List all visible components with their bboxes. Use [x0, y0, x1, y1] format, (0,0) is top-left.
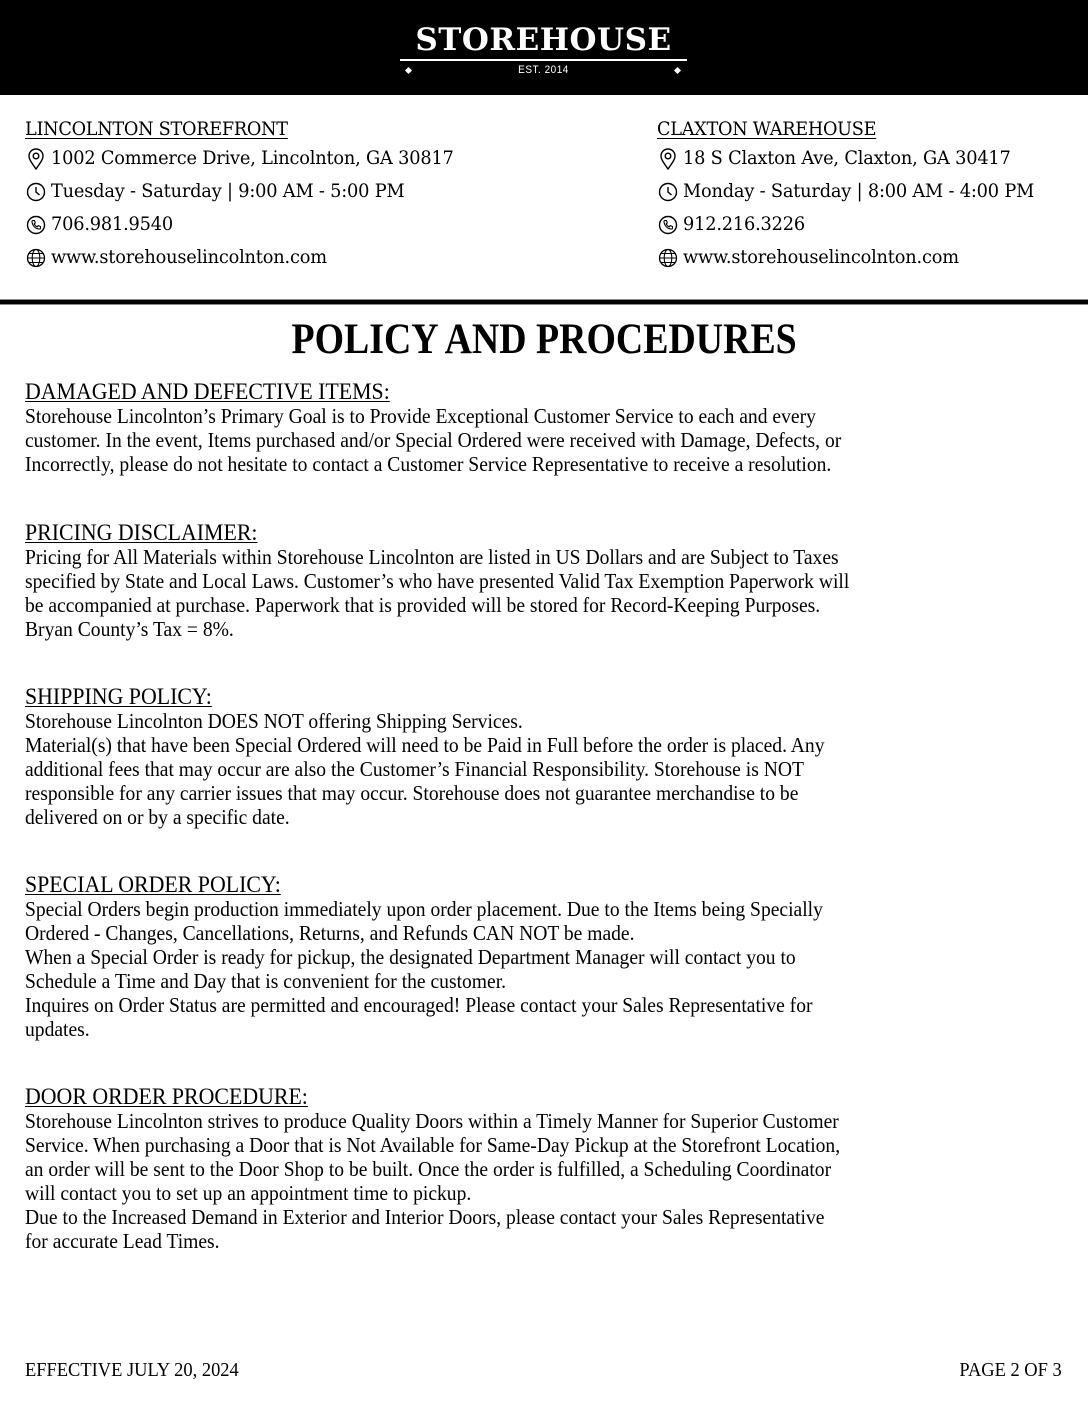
phone-icon — [25, 214, 46, 235]
section-pricing-disclaimer — [25, 521, 1065, 641]
location-phone[interactable]: 706.981.9540 — [25, 208, 470, 241]
section-body: Special Orders begin production immediately upon order placement. Due to the Items being Specially Ordered - Changes, Cancellations, Returns, and Refunds CAN NOT be made. When a Special Order is ready for pickup, the designated Department Manager will contact you to Schedule a Time and Day that is convenient for the customer. Inquires on Order Status are permitted and encouraged! Please contact your Sales Representative for updates. — [25, 897, 823, 1041]
location-phone[interactable]: 912.216.3226 — [657, 208, 1049, 241]
brand-established: EST. 2014 — [518, 64, 569, 77]
brand-rule — [400, 59, 687, 61]
location-hours: Tuesday - Saturday | 9:00 AM - 5:00 PM — [25, 175, 470, 208]
section-body: Storehouse Lincolnton’s Primary Goal is to Provide Exceptional Customer Service to each and every customer. In the event, Items purchased and/or Special Ordered were received with Damage, Defects, or Incorrectly, please do not hesitate to contact a Customer Service Representative to receive a resolution. — [25, 404, 842, 476]
location-address: 1002 Commerce Drive, Lincolnton, GA 30817 — [25, 142, 470, 175]
section-heading: DAMAGED AND DEFECTIVE ITEMS: — [25, 379, 390, 404]
section-body: Storehouse Lincolnton strives to produce Quality Doors within a Timely Manner for Superior Customer Service. When purchasing a Door that is Not Available for Same-Day Pickup at the Storefront Location, an order will be sent to the Door Shop to be built. Once the order is fulfilled, a Scheduling Coordinator will contact you to set up an appointment time to pickup. Due to the Increased Demand in Exterior and Interior Doors, please contact your Sales Representative for accurate Lead Times. — [25, 1109, 841, 1253]
location-title: LINCOLNTON STOREFRONT — [25, 118, 288, 140]
map-pin-icon — [25, 148, 46, 169]
effective-date: EFFECTIVE JULY 20, 2024 — [25, 1359, 239, 1381]
section-special-order-policy — [25, 873, 1065, 1041]
location-title: CLAXTON WAREHOUSE — [657, 118, 877, 140]
globe-icon — [25, 247, 46, 268]
globe-icon — [657, 247, 678, 268]
section-divider — [0, 299, 1088, 305]
section-heading: SPECIAL ORDER POLICY: — [25, 872, 281, 897]
clock-icon — [657, 181, 678, 202]
location-hours: Monday - Saturday | 8:00 AM - 4:00 PM — [657, 175, 1049, 208]
location-claxton — [657, 116, 1049, 274]
location-lincolnton — [25, 116, 470, 274]
section-body: Pricing for All Materials within Storehouse Lincolnton are listed in US Dollars and are Subject to Taxes specified by State and Local Laws. Customer’s who have presented Valid Tax Exemption Paperwork will be accompanied at purchase. Paperwork that is provided will be stored for Record-Keeping Purposes. Bryan County’s Tax = 8%. — [25, 545, 850, 641]
section-shipping-policy — [25, 685, 1065, 829]
brand-name: STOREHOUSE — [415, 22, 672, 58]
section-damaged-defective — [25, 380, 1065, 476]
location-address: 18 S Claxton Ave, Claxton, GA 30417 — [657, 142, 1049, 175]
clock-icon — [25, 181, 46, 202]
section-door-order-procedure — [25, 1085, 1065, 1253]
page-title: POLICY AND PROCEDURES — [291, 316, 797, 363]
brand-logo — [400, 22, 687, 77]
location-website[interactable]: www.storehouselincolnton.com — [25, 241, 470, 274]
section-heading: PRICING DISCLAIMER: — [25, 520, 258, 545]
page-number: PAGE 2 OF 3 — [959, 1359, 1062, 1381]
section-heading: DOOR ORDER PROCEDURE: — [25, 1084, 308, 1109]
map-pin-icon — [657, 148, 678, 169]
header-band — [0, 0, 1088, 95]
location-website[interactable]: www.storehouselincolnton.com — [657, 241, 1049, 274]
phone-icon — [657, 214, 678, 235]
section-heading: SHIPPING POLICY: — [25, 684, 212, 709]
section-body: Storehouse Lincolnton DOES NOT offering Shipping Services. Material(s) that have been Special Ordered will need to be Paid in Full before the order is placed. Any additional fees that may occur are also the Customer’s Financial Responsibility. Storehouse is NOT responsible for any carrier issues that may occur. Storehouse does not guarantee merchandise to be delivered on or by a specific date. — [25, 709, 825, 829]
